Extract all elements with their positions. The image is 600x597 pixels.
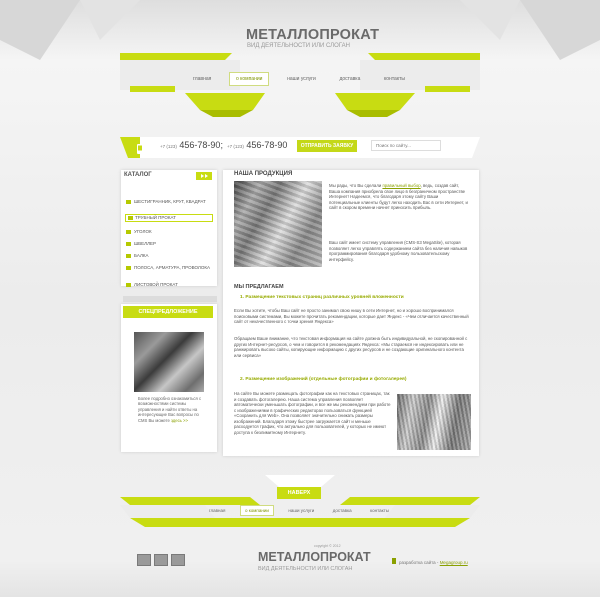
phone-2-code: +7 (123) [227,144,244,149]
developer-link[interactable]: Megagroup.ru [439,560,468,565]
offer1-paragraph-2: Обращаем Ваше внимание, что текстовая информация на сайте должна быть индивидуальной, не скопированной с других Интернет-ресурсов, о чем и говорится в рекомендациях Яндекса: «Мы стараемся не индексировать или не ранжировать высоко сайты, копирующие информацию с других ресурсов и не создающие оригинального контента или сервиса» [234,336,468,358]
offer2-title: 2. Размещение изображений (отдельные фотографии и фотогалерея) [240,377,407,382]
footer-nav-services[interactable]: наши услуги [288,508,315,513]
special-offer-link[interactable]: здесь >> [170,417,188,423]
phone-icon [131,143,149,155]
phone-1 [160,140,223,150]
send-request-button[interactable]: ОТПРАВИТЬ ЗАЯВКУ [297,140,357,152]
bullet-icon [126,242,131,246]
phone-1-code: +7 (123) [160,144,177,149]
offer-title: МЫ ПРЕДЛАГАЕМ [234,284,284,290]
nav-about[interactable]: о компании [229,72,269,86]
phone-1-number: 456-78-90; [179,140,223,150]
catalog-item-angle[interactable] [134,229,212,235]
offer1-title: 1. Размещение текстовых страниц различных уровней вложенности [240,295,404,300]
footer-nav [205,505,393,516]
footer-logo: МЕТАЛЛОПРОКАТ [258,550,371,564]
phone-2-number: 456-78-90 [246,140,288,150]
catalog-arrow-icon [196,172,212,180]
copyright: copyright © 2012 [314,544,341,548]
developer-credit [399,560,468,565]
page-title: НАША ПРОДУКЦИЯ [234,171,293,177]
phone-2 [227,140,287,150]
bullet-icon [128,216,133,220]
search-input[interactable] [371,140,441,151]
stat-counters [137,554,185,566]
bullet-icon [126,254,131,258]
offer2-paragraph: На сайте Вы можете размещать фотографии как на текстовых страницах, так и создавать фотогалерею. Наша система управления позволяет автоматически уменьшать фотографии, и все же мы рекомендуем при работе с изображениями в графических редакторах пользоваться функцией «Сохранить для Web». Она позволяет значительно снижать размеры изображений. Благодаря этому быстрее загружается сайт и меньше расходуется трафик, что актуально для пользователей, у которых не имеют доступа к безлимитному Интернету. [234,391,391,435]
product-image [234,181,322,267]
footer-nav-about[interactable]: о компании [240,505,274,516]
nav-contacts[interactable]: контакты [384,75,405,82]
developer-icon [392,558,396,564]
footer-nav-contacts[interactable]: контакты [370,508,389,513]
footer-nav-delivery[interactable]: доставка [332,508,352,513]
site-tagline: ВИД ДЕЯТЕЛЬНОСТИ ИЛИ СЛОГАН [247,43,350,49]
catalog-item-label: ТРУБНЫЙ ПРОКАТ [135,215,176,220]
counter-badge[interactable] [137,554,151,566]
footer-nav-home[interactable]: главная [209,508,226,513]
catalog-item-pipe[interactable] [125,214,213,222]
nav-services[interactable]: наши услуги [287,75,316,82]
site-logo[interactable]: МЕТАЛЛОПРОКАТ [246,27,380,43]
steel-coil-image [397,394,471,450]
catalog-item-sheet[interactable] [134,282,212,288]
counter-badge[interactable] [154,554,168,566]
catalog-title: КАТАЛОГ [124,172,152,178]
catalog-item-label: ШЕСТИГРАННИК, КРУГ, КВАДРАТ [134,199,206,204]
catalog-item-channel[interactable] [134,241,212,247]
nav-home[interactable]: главная [193,75,212,82]
bullet-icon [126,283,131,287]
back-to-top-button[interactable]: НАВЕРХ [277,487,321,499]
intro-link[interactable]: правильный выбор [382,183,421,188]
bullet-icon [126,200,131,204]
catalog-item-strip[interactable] [134,265,212,271]
special-offer-text [138,396,208,423]
intro-text-2: , ведь, создав сайт, Ваша компания приобрела свое лицо в безграничном пространстве Интернет! Надеемся, что благодаря этому сайту Ваши потенциальные клиенты будут легко находить Вас в сети Интернет, и сайт в скором времени начнет приносить прибыль. [329,183,468,210]
special-offer-body: Более подробно ознакомиться с возможностями системы управления и найти ответы на интересующие Вас вопросы по CMS Вы можете [138,396,202,423]
nav-delivery[interactable]: доставка [339,75,361,82]
catalog-item-label: ПОЛОСА, АРМАТУРА, ПРОВОЛОКА [134,265,210,270]
special-offer-image [134,332,204,392]
bullet-icon [126,266,131,270]
catalog-item-label: ЛИСТОВОЙ ПРОКАТ [134,282,178,287]
catalog-item-label: ШВЕЛЛЕР [134,241,157,246]
offer1-paragraph-1: Если Вы хотите, чтобы Ваш сайт не просто занимал свою нишу в сети Интернет, но и хорошо воспринимался поисковыми системами, Вы можете прочитать рекомендации, которые дает Яндекс - «Чем отличается качественный сайт от некачественного с точки зрения Яндекса» [234,308,469,324]
intro-paragraph [329,183,469,211]
special-offer-title: СПЕЦПРЕДЛОЖЕНИЕ [123,306,213,318]
counter-badge[interactable] [171,554,185,566]
footer-tagline: ВИД ДЕЯТЕЛЬНОСТИ ИЛИ СЛОГАН [258,566,353,572]
catalog-item-label: БАЛКА [134,253,149,258]
intro-paragraph-2: Ваш сайт имеет систему управления (CMS-S3 MegaSite), которая позволяет легко управлять содержанием сайта без наличия навыков программирования благодаря удобному пользовательскому интерфейсу. [329,240,468,262]
main-nav [187,71,411,86]
intro-text-1: Мы рады, что Вы сделали [329,183,382,188]
developer-label: разработка сайта - [399,560,439,565]
catalog-item-hex-bar[interactable] [134,199,212,205]
catalog-item-beam[interactable] [134,253,212,259]
catalog-item-label: УГОЛОК [134,229,152,234]
bullet-icon [126,230,131,234]
